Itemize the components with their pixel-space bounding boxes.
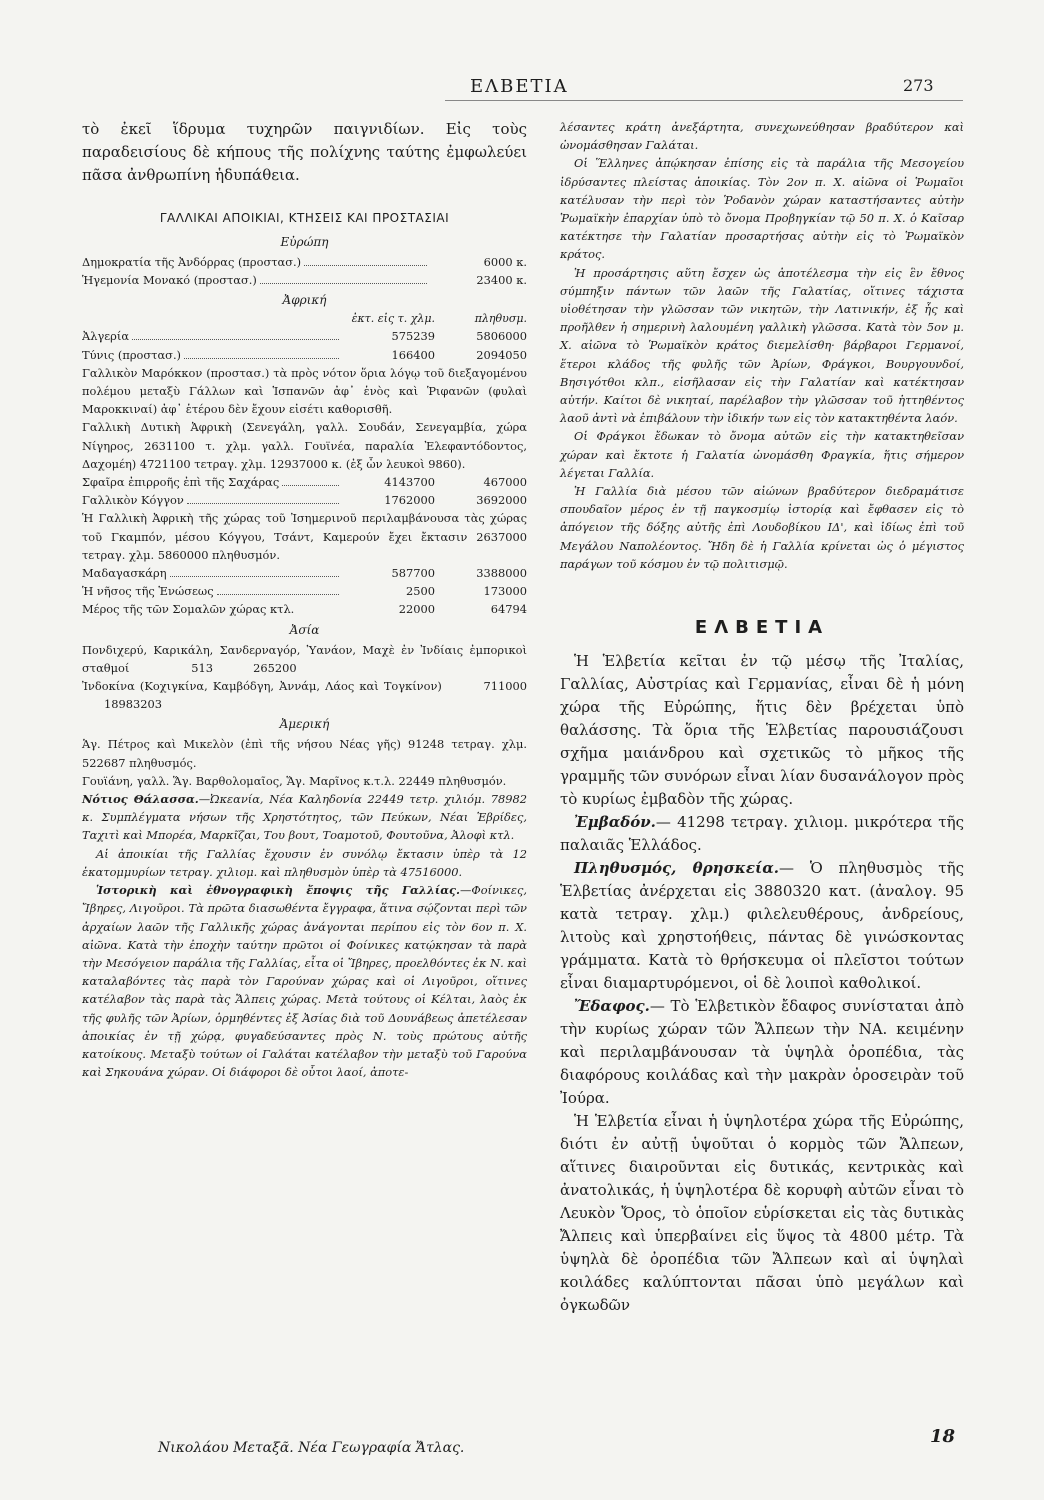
left-column [82, 118, 527, 1081]
america-subheading: Ἀμερική [279, 717, 330, 732]
right-column [560, 118, 964, 1317]
highest-paragraph: Ἡ Ἑλβετία εἶναι ἡ ὑψηλοτέρα χώρα τῆς Εὐρώπης, διότι ἐν αὐτῇ ὑψοῦται ὁ κορμὸς τῶν Ἄλπεων, αἵτινες διαιροῦνται εἰς δυτικάς, κεντρικὰς καὶ ἀνατολικάς, ἡ ὑψηλοτέρα δὲ κορυφὴ αὐτῶν εἶναι τὸ Λευκὸν Ὄρος, τὸ ὁποῖον εὑρίσκεται εἰς τὰς δυτικὰς Ἄλπεις καὶ ὑπερβαίνει εἰς ὕψος τὰ 4800 μέτρ. Τὰ ὑψηλὰ δὲ ὀροπέδια τῶν Ἄλπεων καὶ αἱ ὑψηλαὶ κοιλάδες καλύπτονται πᾶσαι ὑπὸ μεγάλων καὶ ὀγκωδῶν [560, 1112, 964, 1315]
table-row: Γαλλικὸν Κόγγον 1762000 3692000 [82, 493, 527, 508]
signature-number: 18 [930, 1426, 956, 1447]
soil-paragraph: Ἔδαφος.— Τὸ Ἑλβετικὸν ἔδαφος συνίσταται ἀπὸ τὴν κυρίως χώραν τῶν Ἄλπεων τὴν ΝΑ. κειμένην καὶ περιλαμβάνουσαν τὰ ὑψηλὰ ὀροπέδια, τὰς διαφόρους κοιλάδας καὶ τὴν μακρὰν ὀροσειρὰν τοῦ Ἰούρα. [560, 997, 964, 1108]
table-row: Ἡ νῆσος τῆς Ἑνώσεως 2500 173000 [82, 584, 527, 599]
oceania-paragraph: Νότιος Θάλασσα.—Ὠκεανία, Νέα Καληδονία 22449 τετρ. χιλιόμ. 78982 κ. Συμπλέγματα νήσων τῆς Χρηστότητος, τῶν Πεύκων, Νέαι Ἑβρίδες, Ταχιτὶ καὶ Μπορέα, Μαρκῖζαι, Του βουτ, Τοαμοτοῦ, Φουτοῦνα, Ἀλοφὶ κτλ. [82, 792, 527, 843]
history-continuation: λέσαντες κράτη ἀνεξάρτητα, συνεχωνεύθησαν βραδύτερον καὶ ὠνομάσθησαν Γαλάται. [560, 120, 964, 153]
colonies-total-paragraph: Αἱ ἀποικίαι τῆς Γαλλίας ἔχουσιν ἐν συνόλῳ ἔκτασιν ὑπὲρ τὰ 12 ἑκατομμυρίων τετραγ. χιλιομ. καὶ πληθυσμὸν ὑπὲρ τὰ 47516000. [82, 846, 527, 879]
colonies-heading: ΓΑΛΛΙΚΑΙ ΑΠΟΙΚΙΑΙ, ΚΤΗΣΕΙΣ ΚΑΙ ΠΡΟΣΤΑΣΙΑΙ [159, 211, 450, 225]
header-rule [445, 100, 963, 101]
equatorial-paragraph: Ἡ Γαλλικὴ Ἀφρικὴ τῆς χώρας τοῦ Ἰσημερινοῦ περιλαμβάνουσα τὰς χώρας τοῦ Γκαμπόν, μέσου Κόγγου, Τσάντ, Καμερούν ἔχει ἔκτασιν 2637000 τετραγ. χλμ. 5860000 πληθυσμόν. [82, 511, 527, 562]
table-row: Μαδαγασκάρη 587700 3388000 [82, 566, 527, 581]
intro-paragraph: τὸ ἐκεῖ ἵδρυμα τυχηρῶν παιγνιδίων. Εἰς τοὺς παραδεισίους δὲ κήπους τῆς πολίχνης ταύτης ἐμφωλεύει πᾶσα ἀνθρωπίνη ἡδυπάθεια. [82, 120, 527, 184]
indochina-entry: Ἰνδοκίνα (Κοχιγκίνα, Καμβόδγη, Ἀννάμ, Λάος καὶ Τογκίνον) 711000 18983203 [82, 679, 527, 712]
table-row: Τύνις (προστασ.) 166400 2094050 [82, 347, 527, 362]
africa-subheading: Ἀφρική [282, 293, 327, 308]
europe-subheading: Εὐρώπη [280, 235, 329, 249]
column-headers: ἐκτ. εἰς τ. χλμ. πληθυσμ. [351, 312, 527, 326]
elvetia-intro: Ἡ Ἑλβετία κεῖται ἐν τῷ μέσῳ τῆς Ἰταλίας, Γαλλίας, Αὐστρίας καὶ Γερμανίας, εἶναι δὲ ἡ μόνη χώρα τῆς Εὐρώπης, ἥτις δὲν βρέχεται ὑπὸ θαλάσσης. Τὰ ὅρια τῆς Ἑλβετίας παρουσιάζουσι σχῆμα μαιάνδρου καὶ σχετικῶς τὸ μῆκος τῆς γραμμῆς τῶν συνόρων εἶναι λίαν δυσανάλογον πρὸς τὸ κυρίως ἐμβαδὸν τῆς χώρας. [560, 652, 964, 809]
annexation-paragraph: Ἡ προσάρτησις αὕτη ἔσχεν ὡς ἀποτέλεσμα τὴν εἰς ἓν ἔθνος σύμπηξιν πάντων τῶν λαῶν τῆς Γαλατίας, οἵτινες τάχιστα υἱοθέτησαν τὴν γλῶσσαν τῶν νικητῶν, τὴν Λατινικήν, ἐξ ἧς καὶ προῆλθεν ἡ σημερινὴ λαλουμένη γαλλικὴ γλῶσσα. Κατὰ τὸν 5ον μ. Χ. αἰῶνα τὸ Ῥωμαϊκὸν κράτος διεμελίσθη· βάρβαροι Γερμανοί, ἕτεροι κλάδος τῆς φυλῆς τῶν Ἀρίων, Φράγκοι, Βουργουνδοί, Βησιγότθοι κλπ., εἰσῆλασαν εἰς τὴν Γαλατίαν καὶ κατέκτησαν αὐτήν. Καίτοι δὲ νικηταί, παρέλαβον τὴν γλῶσσαν τοῦ ἡττηθέντος λαοῦ ἀντὶ νὰ ἐπιβάλουν τὴν ἰδικήν των εἰς τὸν κατακτηθέντα λαόν. [560, 265, 964, 426]
morocco-paragraph: Γαλλικὸν Μαρόκκον (προστασ.) τὰ πρὸς νότον ὅρια λόγῳ τοῦ διεξαγομένου πολέμου μεταξὺ Γάλλων καὶ Ἱσπανῶν ἀφ᾽ ἑνὸς καὶ Ῥιφανῶν (φυλαὶ Μαροκκιναί) ἀφ᾽ ἑτέρου δὲν ἔχουν εἰσέτι καθορισθῆ. [82, 365, 527, 417]
area-paragraph: Ἐμβαδόν.— 41298 τετραγ. χιλιομ. μικρότερα τῆς παλαιᾶς Ἑλλάδος. [560, 813, 964, 855]
west-africa-paragraph: Γαλλικὴ Δυτικὴ Ἀφρικὴ (Σενεγάλη, γαλλ. Σουδάν, Σενεγαμβία, χώρα Νίγηρος, 2631100 τ. χλμ. γαλλ. Γουϊνέα, παραλία Ἐλεφαντόδοντος, Δαχομέη) 4721100 τετραγ. χλμ. 12937000 κ. (ἐξ ὧν λευκοὶ 9860). [82, 420, 527, 471]
america-entry-1: Ἁγ. Πέτρος καὶ Μικελὸν (ἐπὶ τῆς νήσου Νέας γῆς) 91248 τετραγ. χλμ. 522687 πληθυσμός. [82, 737, 527, 770]
greeks-paragraph: Οἱ Ἕλληνες ἀπῴκησαν ἐπίσης εἰς τὰ παράλια τῆς Μεσογείου ἱδρύσαντες πλείστας ἀποικίας. Τὸν 2ον π. Χ. αἰῶνα οἱ Ῥωμαῖοι κατέλυσαν τὴν περὶ τὸν Ῥοδανὸν χώραν καταστήσαντες αὐτὴν Ῥωμαϊκὴν ἐπαρχίαν ὑπὸ τὸ ὄνομα Προβηγκίαν τῷ 50 π. Χ. ὁ Καῖσαρ κατέκτησε τὴν Γαλατίαν προσαρτήσας αὐτὴν εἰς τὸ Ῥωμαϊκὸν κράτος. [560, 156, 964, 262]
franks-paragraph: Οἱ Φράγκοι ἔδωκαν τὸ ὄνομα αὐτῶν εἰς τὴν κατακτηθεῖσαν χώραν καὶ ἔκτοτε ἡ Γαλατία ὠνομάσθη Φραγκία, ἥτις σήμερον λέγεται Γαλλία. [560, 429, 964, 480]
footer-credit: Νικολάου Μεταξᾶ. Νέα Γεωγραφία Ἄτλας. [158, 1440, 465, 1456]
table-row: Μέρος τῆς τῶν Σομαλῶν χώρας κτλ. 22000 64794 [82, 602, 527, 617]
asia-entry: Πονδιχερύ, Καρικάλη, Σανδερναγόρ, Ὑανάον, Μαχὲ ἐν Ἰνδίαις ἐμπορικοὶ σταθμοί 513 265200 [82, 642, 527, 675]
page-number: 273 [903, 76, 934, 95]
elvetia-heading: ΕΛΒΕΤΙΑ [694, 617, 830, 639]
table-row: Σφαῖρα ἐπιρροῆς ἐπὶ τῆς Σαχάρας 4143700 467000 [82, 475, 527, 490]
table-row: Ἀλγερία 575239 5806000 [82, 329, 527, 344]
table-row: Δημοκρατία τῆς Ἀνδόρρας (προστασ.) 6000 κ. [82, 255, 527, 269]
asia-subheading: Ἀσία [289, 622, 320, 637]
population-paragraph: Πληθυσμός, θρησκεία.— Ὁ πληθυσμὸς τῆς Ἑλβετίας ἀνέρχεται εἰς 3880320 κατ. (ἀναλογ. 95 κατὰ τετραγ. χλμ.) φιλελευθέρους, ἀνδρείους, λιτοὺς καὶ χρηστοήθεις, πάντας δὲ γινώσκοντας γράμματα. Κατὰ τὸ θρήσκευμα οἱ πλεῖστοι τούτων εἶναι διαμαρτυρόμενοι, οἱ δὲ λοιποὶ καθολικοί. [560, 859, 964, 993]
running-header: ΕΛΒΕΤΙΑ [470, 76, 569, 97]
america-entry-2: Γουϊάνη, γαλλ. Ἅγ. Βαρθολομαῖος, Ἅγ. Μαρῖνος κ.τ.λ. 22449 πληθυσμόν. [82, 773, 507, 788]
history-paragraph: Ἱστορικὴ καὶ ἐθνογραφικὴ ἔποψις τῆς Γαλλίας.—Φοίνικες, Ἴβηρες, Λιγοῦροι. Τὰ πρῶτα διασωθέντα ἔγγραφα, ἅτινα σῴζονται περὶ τῶν ἀρχαίων λαῶν τῆς Γαλλικῆς χώρας ἀνάγονται περίπου εἰς τὸν 6ον π. Χ. αἰῶνα. Κατὰ τὴν ἐποχὴν ταύτην πρῶτοι οἱ Φοίνικες κατῴκησαν τὰ παρὰ τὴν Μεσόγειον παράλια τῆς Γαλλίας, εἶτα οἱ Ἴβηρες, προελθόντες ἐκ Ν. καὶ καταλαβόντες τὰς παρὰ τὸν Γαρούναν χώρας καὶ οἱ Λιγοῦροι, οἵτινες κατέλαβον τὰς παρὰ τὰς Ἄλπεις χώρας. Μετὰ τούτους οἱ Κέλται, λαὸς ἐκ τῆς φυλῆς τῶν Ἀρίων, ὁρμηθέντες ἐξ Ἀσίας διὰ τοῦ Δουνάβεως ἀπετέλεσαν ἀποικίας ἐν τῇ χώρᾳ, φυγαδεύσαντες πρὸς Ν. τοὺς πρώτους αὐτῆς κατοίκους. Μεταξὺ τούτων οἱ Γαλάται κατέλαβον τὴν μεταξὺ τοῦ Γαρούνα καὶ Σηκουάνα χώραν. Οἱ διάφοροι δὲ οὗτοι λαοί, ἀποτε- [82, 883, 527, 1080]
france-paragraph: Ἡ Γαλλία διὰ μέσου τῶν αἰώνων βραδύτερον διεδραμάτισε σπουδαῖον μέρος ἐν τῇ παγκοσμίῳ ἱστορίᾳ καὶ ἔφθασεν εἰς τὸ ἀπόγειον τῆς δόξης αὐτῆς ἐπὶ Λουδοβίκου ΙΔ', καὶ ἰδίως ἐπὶ τοῦ Μεγάλου Ναπολέοντος. Ἤδη δὲ ἡ Γαλλία κρίνεται ὡς ὁ μέγιστος παράγων τοῦ κόσμου ἐν τῷ πολιτισμῷ. [560, 484, 964, 571]
table-row: Ἡγεμονία Μονακό (προστασ.) 23400 κ. [82, 273, 527, 288]
